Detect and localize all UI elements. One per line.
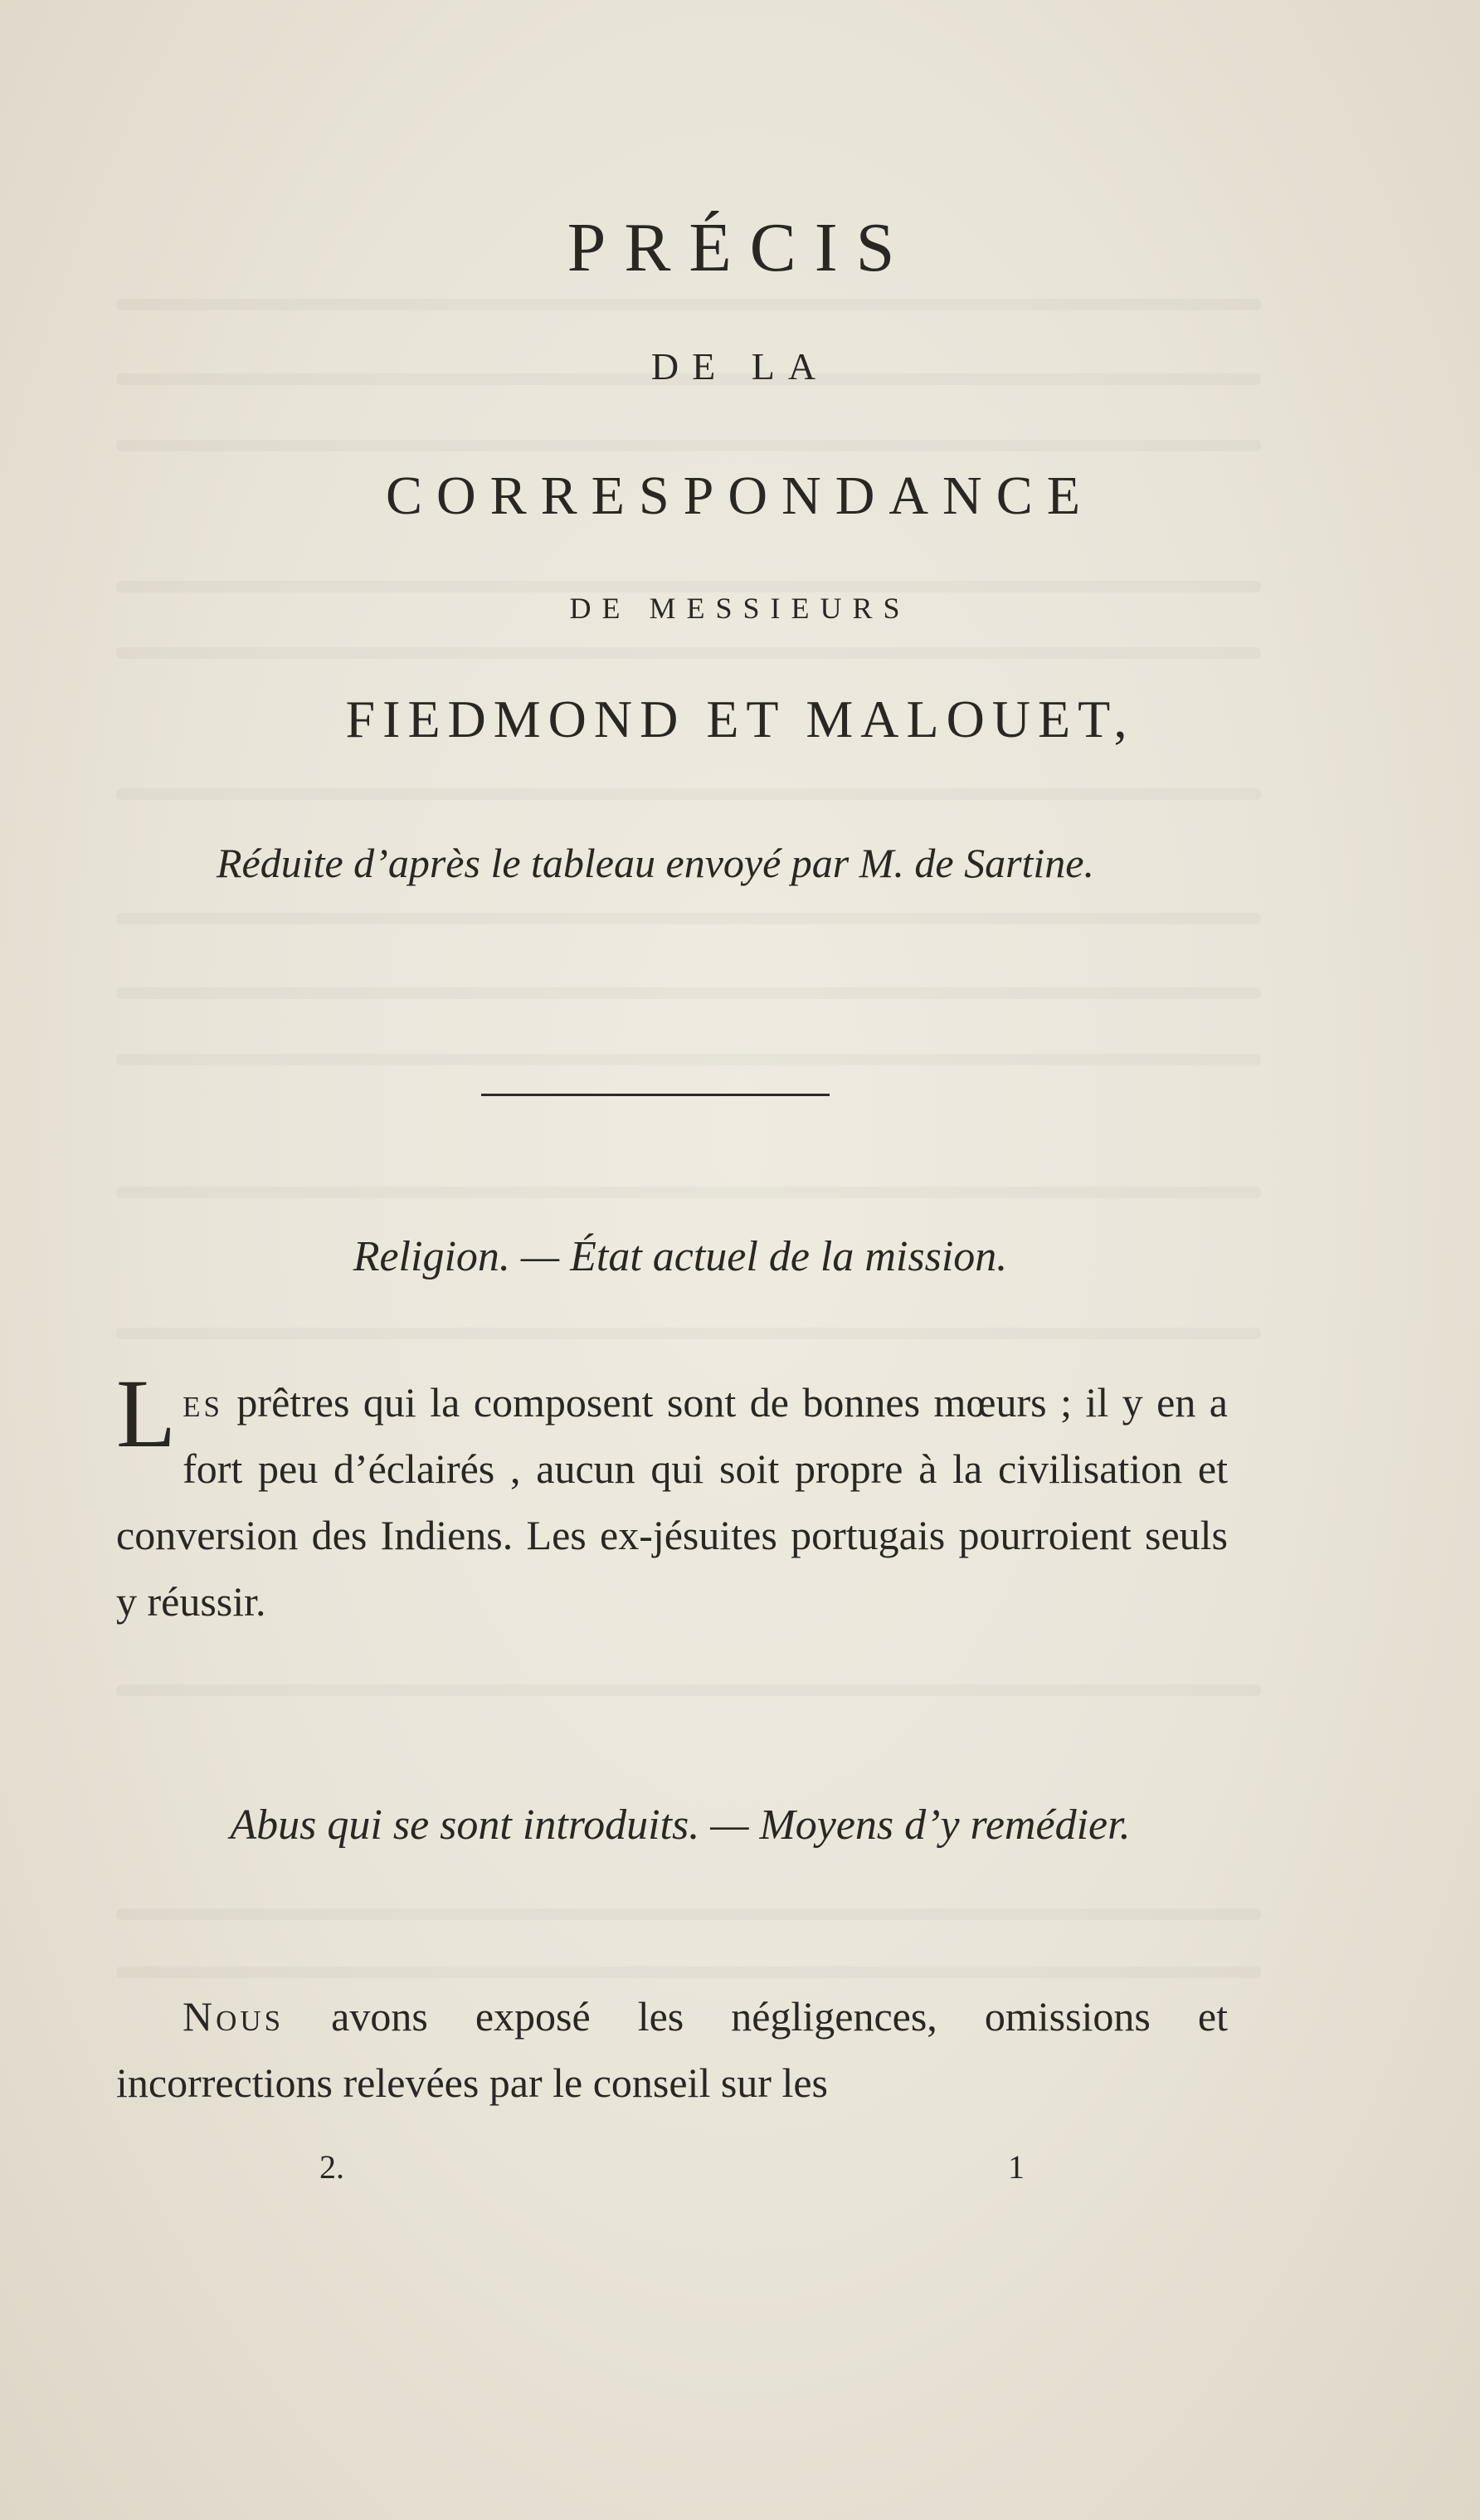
subtitle: Réduite d’après le tableau envoyé par M. de Sartine. bbox=[216, 840, 1095, 886]
paragraph-abus bbox=[116, 1983, 1228, 2116]
lead-word: Nous bbox=[183, 1993, 285, 2040]
signature-mark: 2. bbox=[319, 2148, 344, 2186]
title-names: FIEDMOND ET MALOUET, bbox=[345, 690, 1135, 748]
section-divider bbox=[481, 1094, 830, 1096]
paragraph-text: prêtres qui la composent sont de bonnes mœurs ; il y en a fort peu d’éclairés , aucun qui soit propre à la civilisation et conversion des Indiens. Les ex-jésuites portugais pourroient seuls y réussir. bbox=[116, 1379, 1228, 1625]
title-precis: PRÉCIS bbox=[567, 209, 913, 286]
title-de-la: DE LA bbox=[650, 345, 830, 388]
lead-word: es bbox=[183, 1379, 223, 1426]
paragraph-text: avons exposé les négligences, omissions et incorrections relevées par le conseil sur les bbox=[116, 1993, 1228, 2106]
paragraph-religion bbox=[116, 1359, 1228, 1635]
section-heading-religion: Religion. — État actuel de la mission. bbox=[353, 1233, 1008, 1280]
drop-cap: L bbox=[116, 1359, 177, 1468]
section-heading-abus: Abus qui se sont introduits. — Moyens d’y remédier. bbox=[230, 1801, 1131, 1849]
page-number: 1 bbox=[1008, 2148, 1025, 2186]
title-de-messieurs: DE MESSIEURS bbox=[569, 592, 911, 625]
title-correspondance: CORRESPONDANCE bbox=[385, 465, 1095, 526]
